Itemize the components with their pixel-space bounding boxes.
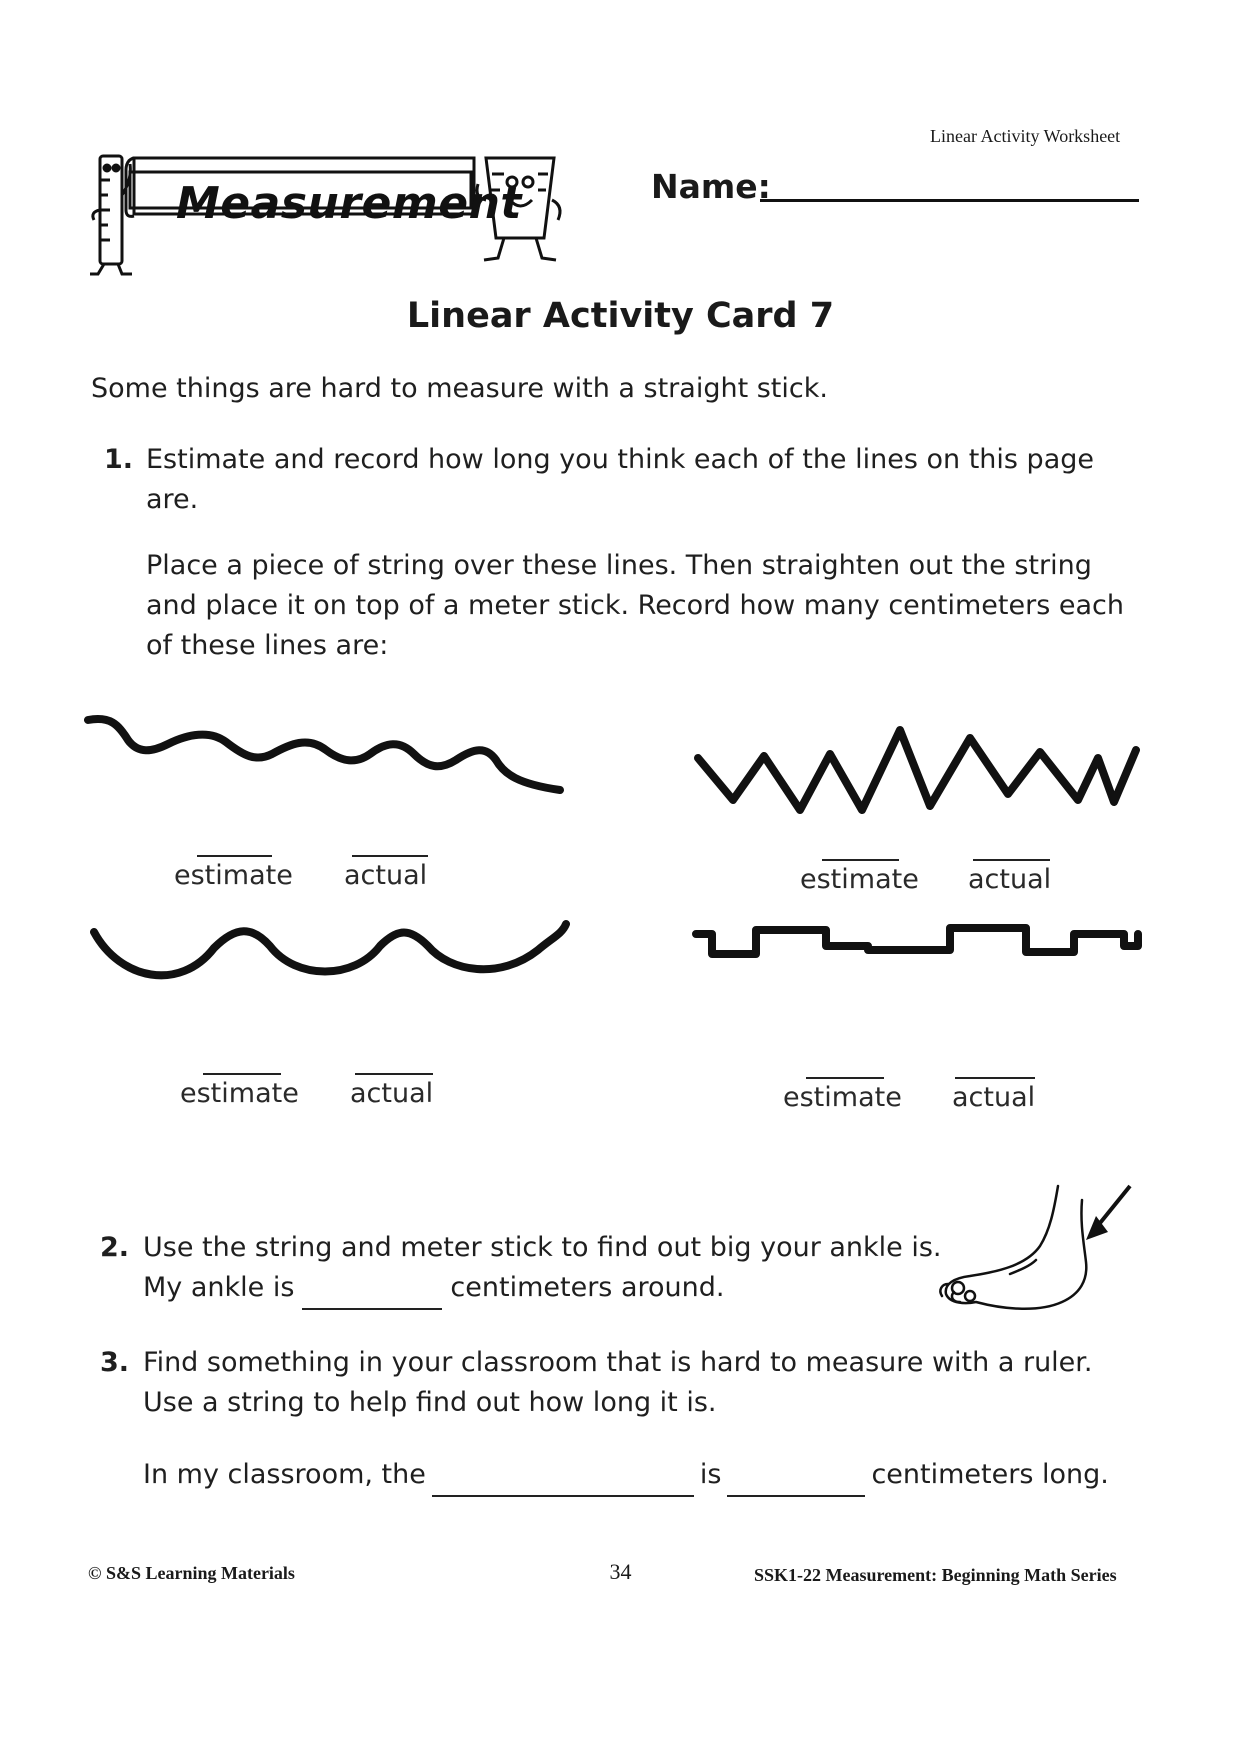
question-3-fill-sentence: [143, 1455, 1109, 1497]
zigzag-line: [698, 730, 1136, 810]
square-wave-estimate-label: estimate: [783, 1082, 902, 1113]
worksheet-label: Linear Activity Worksheet: [930, 126, 1121, 146]
footer-copyright: © S&S Learning Materials: [88, 1563, 295, 1583]
foot-icon: [930, 1180, 1140, 1340]
zigzag-estimate-blank[interactable]: [822, 859, 899, 861]
zigzag-actual-blank[interactable]: [973, 859, 1050, 861]
classroom-is: is: [699, 1459, 722, 1490]
arches-line: [94, 924, 566, 975]
footer-series: SSK1-22 Measurement: Beginning Math Series: [754, 1565, 1117, 1585]
question-2-text: Use the string and meter stick to find out big your ankle is.: [143, 1232, 942, 1263]
square-wave-actual-blank[interactable]: [955, 1077, 1035, 1079]
wavy-estimate-label: estimate: [174, 860, 293, 891]
arches-actual-label: actual: [350, 1078, 434, 1109]
zigzag-estimate-label: estimate: [800, 864, 919, 895]
classroom-length-blank[interactable]: [727, 1455, 865, 1497]
arches-estimate-blank[interactable]: [203, 1073, 281, 1075]
ankle-prefix: My ankle is: [143, 1272, 295, 1303]
ankle-answer-blank[interactable]: [302, 1268, 442, 1310]
classroom-prefix: In my classroom, the: [143, 1459, 426, 1490]
zigzag-actual-label: actual: [968, 864, 1052, 895]
arches-actual-blank[interactable]: [355, 1073, 433, 1075]
question-2-answer-line: [143, 1268, 724, 1310]
wavy-actual-blank[interactable]: [352, 855, 428, 857]
classroom-object-blank[interactable]: [432, 1455, 694, 1497]
name-label: Name:: [651, 167, 771, 206]
banner-title: Measurement: [176, 178, 522, 229]
wavy-line: [88, 719, 560, 790]
classroom-suffix: centimeters long.: [871, 1459, 1109, 1490]
wavy-actual-label: actual: [344, 860, 428, 891]
square-wave-actual-label: actual: [952, 1082, 1036, 1113]
ankle-suffix: centimeters around.: [450, 1272, 725, 1303]
arches-estimate-label: estimate: [180, 1078, 299, 1109]
question-3-line-1: Find something in your classroom that is hard to measure with a ruler.: [143, 1347, 1093, 1378]
question-1-instructions: Place a piece of string over these lines. Then straighten out the string and place it on top of a meter stick. Record how many centimeters each of these lines are:: [146, 550, 1124, 661]
question-1-number: 1.: [104, 444, 134, 475]
question-3-line-2: Use a string to help find out how long it is.: [143, 1387, 717, 1418]
square-wave-line: [696, 928, 1138, 954]
footer-page-number: 34: [609, 1559, 632, 1584]
card-title: Linear Activity Card 7: [406, 296, 835, 336]
square-wave-estimate-blank[interactable]: [806, 1077, 884, 1079]
name-input-line[interactable]: [760, 199, 1139, 202]
wavy-estimate-blank[interactable]: [197, 855, 272, 857]
arrow-icon: [1086, 1186, 1130, 1240]
intro-text: Some things are hard to measure with a straight stick.: [91, 373, 828, 404]
question-1-text: Estimate and record how long you think each of the lines on this page are.: [146, 444, 1094, 515]
question-3-number: 3.: [100, 1347, 130, 1378]
question-2-number: 2.: [100, 1232, 130, 1263]
